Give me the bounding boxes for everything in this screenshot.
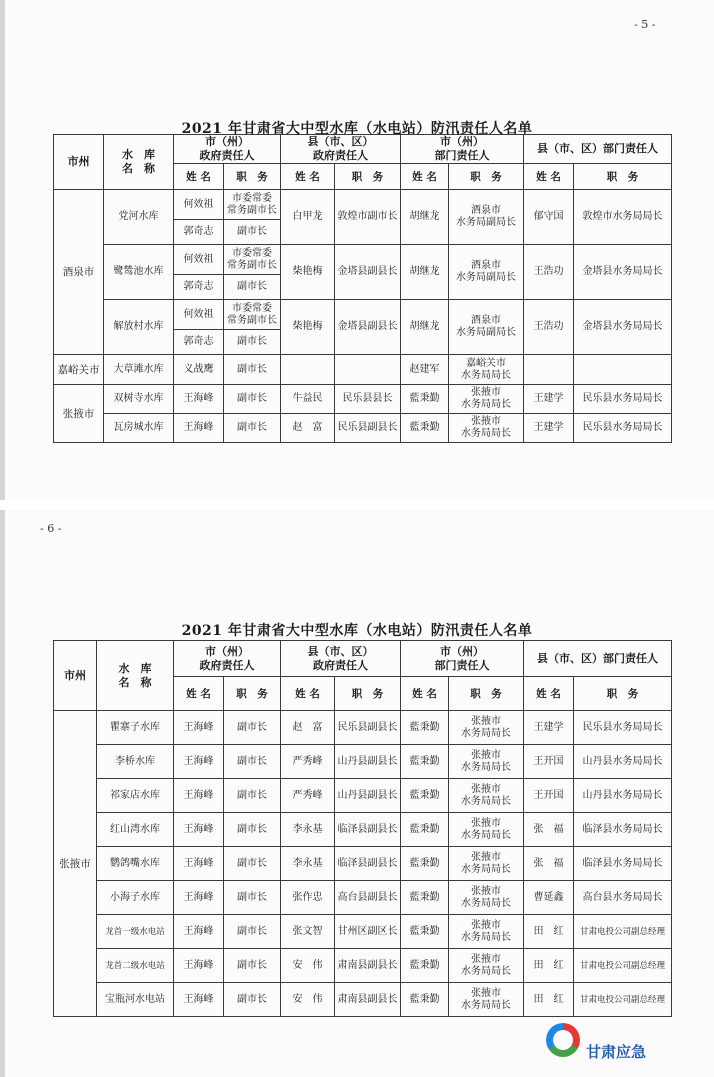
dept-post: 张掖市 水务局局长 bbox=[449, 949, 524, 983]
gov-name: 何效祖 bbox=[174, 300, 224, 330]
gov-name: 王海峰 bbox=[174, 711, 224, 745]
gov-name: 王海峰 bbox=[174, 983, 224, 1017]
reservoir-name: 双树寺水库 bbox=[104, 385, 174, 414]
cdept-name: 王建学 bbox=[524, 385, 574, 414]
county-post: 临泽县副县长 bbox=[335, 813, 401, 847]
county-name: 安 伟 bbox=[281, 983, 335, 1017]
subheader-name: 姓 名 bbox=[524, 164, 574, 190]
dept-post: 酒泉市 水务局副局长 bbox=[449, 300, 524, 355]
gov-post: 副市长 bbox=[224, 881, 281, 915]
table-row bbox=[54, 711, 672, 745]
gov-name: 何效祖 bbox=[174, 190, 224, 220]
subheader-post: 职 务 bbox=[224, 164, 281, 190]
county-name: 严秀峰 bbox=[281, 779, 335, 813]
county-post: 民乐县县长 bbox=[335, 385, 401, 414]
county-post: 甘州区副区长 bbox=[335, 915, 401, 949]
table-row bbox=[54, 779, 672, 813]
dept-post: 酒泉市 水务局副局长 bbox=[449, 245, 524, 300]
gov-post: 市委常委 常务副市长 bbox=[224, 300, 281, 330]
header-reservoir: 水 库 名 称 bbox=[97, 641, 174, 711]
county-post: 高台县副县长 bbox=[335, 881, 401, 915]
watermark-logo bbox=[540, 1015, 710, 1065]
cdept-post: 甘肃电投公司副总经理 bbox=[574, 949, 672, 983]
dept-post: 张掖市 水务局局长 bbox=[449, 847, 524, 881]
subheader-name: 姓 名 bbox=[524, 677, 574, 711]
dept-name: 藍秉勤 bbox=[401, 915, 449, 949]
gov-post: 市委常委 常务副市长 bbox=[224, 190, 281, 220]
reservoir-name: 瓦房城水库 bbox=[104, 414, 174, 443]
header-county-gov: 县（市、区） 政府责任人 bbox=[281, 641, 401, 677]
header-city-gov: 市（州） 政府责任人 bbox=[174, 641, 281, 677]
header-city-gov: 市（州） 政府责任人 bbox=[174, 135, 281, 164]
county-name: 柴艳梅 bbox=[281, 245, 335, 300]
table-row bbox=[54, 414, 672, 443]
county-post: 民乐县副县长 bbox=[335, 711, 401, 745]
county-name: 白甲龙 bbox=[281, 190, 335, 245]
cdept-name: 张 福 bbox=[524, 813, 574, 847]
gov-post: 副市长 bbox=[224, 813, 281, 847]
gov-name: 王海峰 bbox=[174, 385, 224, 414]
gov-post: 副市长 bbox=[224, 220, 281, 245]
page-number: - 6 - bbox=[40, 522, 62, 535]
gov-post: 副市长 bbox=[224, 983, 281, 1017]
gov-post: 副市长 bbox=[224, 355, 281, 385]
header-city: 市州 bbox=[54, 641, 97, 711]
subheader-post: 职 务 bbox=[449, 164, 524, 190]
dept-name: 胡继龙 bbox=[401, 300, 449, 355]
reservoir-name: 红山湾水库 bbox=[97, 813, 174, 847]
gov-name: 义战鹰 bbox=[174, 355, 224, 385]
gov-name: 何效祖 bbox=[174, 245, 224, 275]
gov-name: 王海峰 bbox=[174, 949, 224, 983]
cdept-post: 高台县水务局局长 bbox=[574, 881, 672, 915]
table-row bbox=[54, 745, 672, 779]
gov-name: 王海峰 bbox=[174, 813, 224, 847]
dept-post: 嘉峪关市 水务局局长 bbox=[449, 355, 524, 385]
county-name: 赵 富 bbox=[281, 414, 335, 443]
county-name: 安 伟 bbox=[281, 949, 335, 983]
city-cell: 酒泉市 bbox=[54, 190, 104, 355]
county-post: 山丹县副县长 bbox=[335, 745, 401, 779]
table-row bbox=[54, 949, 672, 983]
cdept-name: 郁守国 bbox=[524, 190, 574, 245]
table-row bbox=[54, 300, 672, 330]
gov-name: 王海峰 bbox=[174, 881, 224, 915]
gov-name: 王海峰 bbox=[174, 915, 224, 949]
dept-post: 张掖市 水务局局长 bbox=[449, 881, 524, 915]
gov-post: 副市长 bbox=[224, 414, 281, 443]
reservoir-name: 小海子水库 bbox=[97, 881, 174, 915]
subheader-post: 职 务 bbox=[335, 677, 401, 711]
reservoir-name: 龙首二级水电站 bbox=[97, 949, 174, 983]
dept-name: 胡继龙 bbox=[401, 245, 449, 300]
cdept-post: 民乐县水务局局长 bbox=[574, 711, 672, 745]
dept-post: 张掖市 水务局局长 bbox=[449, 385, 524, 414]
gov-post: 副市长 bbox=[224, 385, 281, 414]
subheader-post: 职 务 bbox=[335, 164, 401, 190]
county-name: 赵 富 bbox=[281, 711, 335, 745]
gov-post: 副市长 bbox=[224, 779, 281, 813]
table-row bbox=[54, 813, 672, 847]
county-name: 柴艳梅 bbox=[281, 300, 335, 355]
page-number: - 5 - bbox=[634, 18, 656, 31]
reservoir-name: 大草滩水库 bbox=[104, 355, 174, 385]
county-name: 牛益民 bbox=[281, 385, 335, 414]
dept-name: 藍秉勤 bbox=[401, 414, 449, 443]
county-post: 肃南县副县长 bbox=[335, 949, 401, 983]
dept-name: 胡继龙 bbox=[401, 190, 449, 245]
subheader-post: 职 务 bbox=[574, 677, 672, 711]
document-page-6 bbox=[0, 510, 714, 1077]
gov-post: 副市长 bbox=[224, 330, 281, 355]
cdept-post: 甘肃电投公司副总经理 bbox=[574, 915, 672, 949]
county-post: 肃南县副县长 bbox=[335, 983, 401, 1017]
gov-post: 副市长 bbox=[224, 275, 281, 300]
gov-post: 副市长 bbox=[224, 915, 281, 949]
county-post: 临泽县副县长 bbox=[335, 847, 401, 881]
subheader-name: 姓 名 bbox=[174, 677, 224, 711]
reservoir-name: 宝瓶河水电站 bbox=[97, 983, 174, 1017]
cdept-post: 金塔县水务局局长 bbox=[574, 245, 672, 300]
county-post: 金塔县副县长 bbox=[335, 245, 401, 300]
dept-name: 藍秉勤 bbox=[401, 779, 449, 813]
city-cell: 张掖市 bbox=[54, 711, 97, 1017]
cdept-post: 临泽县水务局局长 bbox=[574, 813, 672, 847]
gov-name: 王海峰 bbox=[174, 414, 224, 443]
cdept-name: 王浩功 bbox=[524, 245, 574, 300]
gov-post: 副市长 bbox=[224, 847, 281, 881]
reservoir-name: 李桥水库 bbox=[97, 745, 174, 779]
dept-post: 张掖市 水务局局长 bbox=[449, 711, 524, 745]
cdept-name: 王开国 bbox=[524, 745, 574, 779]
gov-name: 王海峰 bbox=[174, 745, 224, 779]
page-title: 2021 年甘肃省大中型水库（水电站）防汛责任人名单 bbox=[181, 121, 533, 137]
reservoir-name: 党河水库 bbox=[104, 190, 174, 245]
header-county-dept: 县（市、区）部门责任人 bbox=[524, 641, 672, 677]
dept-post: 张掖市 水务局局长 bbox=[449, 414, 524, 443]
responsibility-table bbox=[53, 640, 672, 1017]
dept-name: 赵建军 bbox=[401, 355, 449, 385]
responsibility-table bbox=[53, 134, 672, 443]
county-name: 严秀峰 bbox=[281, 745, 335, 779]
cdept-name: 田 红 bbox=[524, 949, 574, 983]
county-name bbox=[281, 355, 335, 385]
subheader-post: 职 务 bbox=[574, 164, 672, 190]
table-row bbox=[54, 881, 672, 915]
dept-post: 张掖市 水务局局长 bbox=[449, 779, 524, 813]
gov-post: 市委常委 常务副市长 bbox=[224, 245, 281, 275]
dept-name: 藍秉勤 bbox=[401, 385, 449, 414]
subheader-name: 姓 名 bbox=[174, 164, 224, 190]
header-city-dept: 市（州） 部门责任人 bbox=[401, 641, 524, 677]
table-row bbox=[54, 385, 672, 414]
reservoir-name: 解放村水库 bbox=[104, 300, 174, 355]
cdept-name: 王开国 bbox=[524, 779, 574, 813]
subheader-post: 职 务 bbox=[449, 677, 524, 711]
header-city-dept: 市（州） 部门责任人 bbox=[401, 135, 524, 164]
table-row bbox=[54, 355, 672, 385]
reservoir-name: 龙首一级水电站 bbox=[97, 915, 174, 949]
subheader-post: 职 务 bbox=[224, 677, 281, 711]
table-row bbox=[54, 245, 672, 275]
county-name: 李永基 bbox=[281, 813, 335, 847]
county-name: 张作忠 bbox=[281, 881, 335, 915]
table-row bbox=[54, 983, 672, 1017]
cdept-post: 山丹县水务局局长 bbox=[574, 779, 672, 813]
page-title: 2021 年甘肃省大中型水库（水电站）防汛责任人名单 bbox=[181, 623, 533, 639]
gov-name: 王海峰 bbox=[174, 779, 224, 813]
gov-name: 郭奇志 bbox=[174, 275, 224, 300]
city-cell: 嘉峪关市 bbox=[54, 355, 104, 385]
dept-name: 藍秉勤 bbox=[401, 813, 449, 847]
subheader-name: 姓 名 bbox=[281, 677, 335, 711]
county-name: 张文智 bbox=[281, 915, 335, 949]
cdept-post: 民乐县水务局局长 bbox=[574, 385, 672, 414]
dept-name: 藍秉勤 bbox=[401, 711, 449, 745]
logo-icon-center bbox=[553, 1030, 573, 1050]
cdept-post: 敦煌市水务局局长 bbox=[574, 190, 672, 245]
city-cell: 张掖市 bbox=[54, 385, 104, 443]
dept-post: 张掖市 水务局局长 bbox=[449, 745, 524, 779]
cdept-name: 张 福 bbox=[524, 847, 574, 881]
cdept-name: 田 红 bbox=[524, 915, 574, 949]
dept-name: 藍秉勤 bbox=[401, 949, 449, 983]
watermark-text: 甘肃应急 bbox=[586, 1043, 647, 1061]
subheader-name: 姓 名 bbox=[281, 164, 335, 190]
table-row bbox=[54, 190, 672, 220]
document-page-5 bbox=[0, 0, 714, 500]
dept-post: 张掖市 水务局局长 bbox=[449, 813, 524, 847]
cdept-name: 王浩功 bbox=[524, 300, 574, 355]
header-reservoir: 水 库 名 称 bbox=[104, 135, 174, 190]
dept-post: 张掖市 水务局局长 bbox=[449, 983, 524, 1017]
table-row bbox=[54, 847, 672, 881]
county-post: 金塔县副县长 bbox=[335, 300, 401, 355]
cdept-post: 山丹县水务局局长 bbox=[574, 745, 672, 779]
cdept-post: 临泽县水务局局长 bbox=[574, 847, 672, 881]
subheader-name: 姓 名 bbox=[401, 677, 449, 711]
county-post: 民乐县副县长 bbox=[335, 414, 401, 443]
dept-post: 张掖市 水务局局长 bbox=[449, 915, 524, 949]
county-post: 敦煌市副市长 bbox=[335, 190, 401, 245]
reservoir-name: 鹦鸽嘴水库 bbox=[97, 847, 174, 881]
header-county-dept: 县（市、区）部门责任人 bbox=[524, 135, 672, 164]
county-post: 山丹县副县长 bbox=[335, 779, 401, 813]
cdept-name: 王建学 bbox=[524, 414, 574, 443]
cdept-name: 王建学 bbox=[524, 711, 574, 745]
cdept-post: 民乐县水务局局长 bbox=[574, 414, 672, 443]
gov-name: 郭奇志 bbox=[174, 330, 224, 355]
cdept-post bbox=[574, 355, 672, 385]
subheader-name: 姓 名 bbox=[401, 164, 449, 190]
cdept-post: 甘肃电投公司副总经理 bbox=[574, 983, 672, 1017]
cdept-name: 曹延鑫 bbox=[524, 881, 574, 915]
gov-name: 王海峰 bbox=[174, 847, 224, 881]
table-row bbox=[54, 915, 672, 949]
gov-post: 副市长 bbox=[224, 711, 281, 745]
dept-name: 藍秉勤 bbox=[401, 881, 449, 915]
page-edge bbox=[0, 0, 5, 500]
dept-post: 酒泉市 水务局副局长 bbox=[449, 190, 524, 245]
header-county-gov: 县（市、区） 政府责任人 bbox=[281, 135, 401, 164]
page-edge bbox=[0, 510, 5, 1077]
reservoir-name: 瞿寨子水库 bbox=[97, 711, 174, 745]
cdept-post: 金塔县水务局局长 bbox=[574, 300, 672, 355]
header-city: 市州 bbox=[54, 135, 104, 190]
dept-name: 藍秉勤 bbox=[401, 745, 449, 779]
reservoir-name: 鹭鸶池水库 bbox=[104, 245, 174, 300]
county-name: 李永基 bbox=[281, 847, 335, 881]
cdept-name bbox=[524, 355, 574, 385]
dept-name: 藍秉勤 bbox=[401, 847, 449, 881]
gov-post: 副市长 bbox=[224, 745, 281, 779]
gov-name: 郭奇志 bbox=[174, 220, 224, 245]
cdept-name: 田 红 bbox=[524, 983, 574, 1017]
reservoir-name: 祁家店水库 bbox=[97, 779, 174, 813]
county-post bbox=[335, 355, 401, 385]
dept-name: 藍秉勤 bbox=[401, 983, 449, 1017]
gov-post: 副市长 bbox=[224, 949, 281, 983]
